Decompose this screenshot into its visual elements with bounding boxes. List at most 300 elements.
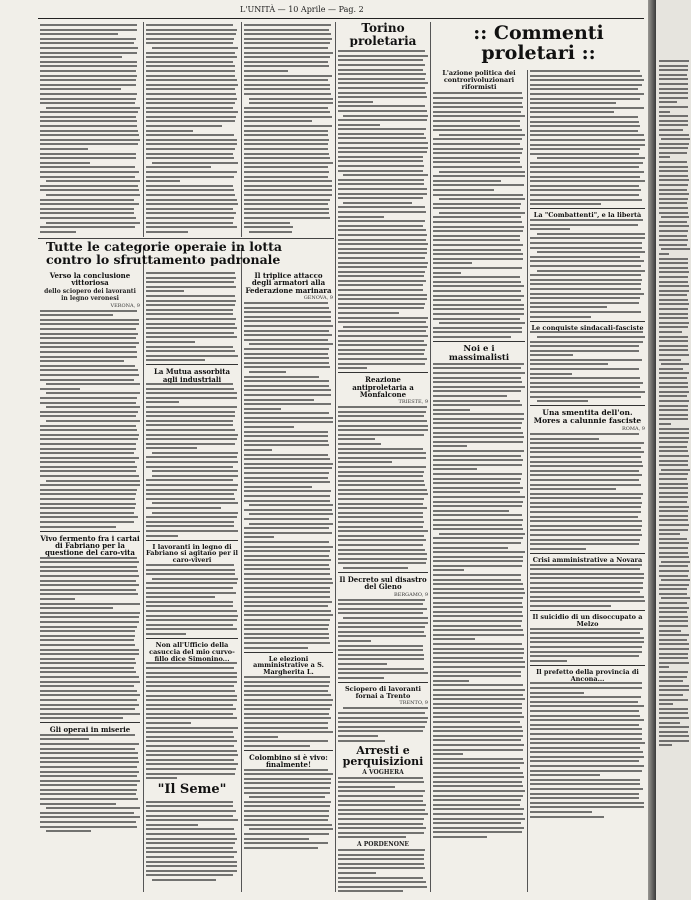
text-line [244,472,329,474]
text-line [146,773,235,775]
text-line [433,308,524,310]
text-line [152,470,238,472]
text-line [433,652,524,654]
text-line [146,763,238,765]
dateline-trento: TRENTO, 9 [399,700,428,707]
column-rule [143,248,144,892]
text-line [530,582,643,584]
text-line [659,271,689,273]
text-line [659,349,688,351]
text-line [146,130,193,132]
text-line [433,262,472,264]
text-line [146,865,237,867]
text-line [530,75,642,77]
text-line [244,842,328,844]
text-line [338,353,424,355]
text-line [249,102,333,104]
text-line [530,242,642,244]
text-line [530,591,640,593]
text-line [146,592,236,594]
text-line [338,124,380,126]
text-line [40,42,134,44]
text-line [244,194,332,196]
text-line [244,389,331,391]
text-line [433,795,523,797]
text-line [244,546,333,548]
text-line [433,537,523,539]
text-line [249,796,324,798]
text-line [146,38,234,40]
article-body [433,92,525,337]
text-line [433,115,525,117]
text-line [433,207,520,209]
text-line [433,661,525,663]
text-line [244,568,330,570]
text-line [659,671,688,673]
text-line [659,221,687,223]
text-line [244,325,333,327]
text-line [244,148,328,150]
text-line [433,767,520,769]
text-line [146,525,234,527]
text-line [338,786,395,788]
text-line [244,787,330,789]
text-line [659,506,689,508]
divider [530,665,645,666]
text-line [530,247,642,249]
text-line [40,116,136,118]
text-line [338,234,427,236]
text-line [659,630,681,632]
text-line [338,257,425,259]
text-line [659,653,688,655]
text-line [338,438,375,440]
text-line [338,197,423,199]
text-line [433,615,523,617]
text-line [244,307,329,309]
text-line [338,429,428,431]
text-line [146,111,238,113]
text-line [433,441,523,443]
text-line [530,806,644,808]
text-line [40,212,134,214]
text-line [146,713,233,715]
text-line [659,538,687,540]
text-line [146,226,237,228]
divider [338,572,428,573]
text-line [433,666,525,668]
text-line [659,372,689,374]
text-line [244,29,329,31]
text-line [338,110,427,112]
text-line [338,266,427,268]
text-line [244,65,329,67]
text-line [146,731,233,733]
text-line [146,667,234,669]
text-line [244,134,328,136]
text-line [244,353,328,355]
text-line [530,802,644,804]
text-line [146,662,237,664]
text-line [40,457,139,459]
text-line [146,355,238,357]
text-line [152,879,217,881]
divider [530,321,645,322]
text-line [338,777,423,779]
text-line [530,456,641,458]
text-line [659,97,688,99]
text-line [338,890,403,892]
text-line [40,70,136,72]
text-line [40,333,138,335]
text-line [338,677,384,679]
text-line [433,272,461,274]
text-line [659,510,688,512]
text-line [530,302,639,304]
article-headline-massimalisti: Noi e i massimalisti [448,344,510,363]
text-line [659,317,688,319]
text-line [338,489,427,491]
text-line [433,400,520,402]
text-line [244,61,328,63]
text-line [659,106,688,108]
text-line [40,612,140,614]
text-line [40,434,139,436]
text-line [659,88,688,90]
text-line [338,549,425,551]
text-line [338,411,426,413]
headline-torino: Torino proletaria [349,22,417,48]
text-line [40,411,138,413]
text-line [244,334,332,336]
text-line [146,346,233,348]
text-line [439,134,525,136]
text-line [530,719,644,721]
text-line [40,33,118,35]
text-line [244,550,330,552]
text-line [530,283,641,285]
text-line [530,171,644,173]
text-line [537,251,645,253]
text-line [146,498,235,500]
text-line [433,455,521,457]
text-line [433,97,523,99]
text-line [530,199,642,201]
text-line [40,120,137,122]
text-line [433,716,524,718]
article-body [530,331,645,402]
text-line [40,793,136,795]
text-line [433,689,525,691]
text-line [146,79,237,81]
text-line [530,176,640,178]
text-line [659,634,689,636]
text-line [338,461,392,463]
text-line [659,524,689,526]
text-line [244,727,328,729]
text-line [146,148,235,150]
text-line [40,139,140,141]
dateline-trieste: TRIESTE, 9 [398,399,428,406]
text-line [433,528,523,530]
text-line [659,340,688,342]
text-line [659,515,688,517]
text-line [338,612,423,614]
text-line [530,84,642,86]
article-body [244,302,333,649]
text-line [244,681,330,683]
text-line [659,414,688,416]
text-line [244,490,331,492]
text-line [659,189,687,191]
text-line [40,635,135,637]
text-line [40,616,139,618]
text-line [338,179,424,181]
divider [530,553,645,554]
commenti-banner [433,24,644,68]
text-line [146,309,233,311]
text-line [146,281,234,283]
text-line [530,760,639,762]
main-headline-block [46,240,332,268]
text-line [433,680,469,682]
column-2-top [146,24,238,236]
text-line [433,290,521,292]
text-line [659,202,687,204]
text-line [433,611,522,613]
text-line [40,789,137,791]
text-line [433,648,524,650]
text-line [146,203,238,205]
text-line [244,180,332,182]
text-line [46,107,140,109]
text-line [338,307,424,309]
text-line [433,318,520,320]
text-line [146,388,234,390]
subhead-voghera: A VOGHERA [362,768,404,776]
text-line [40,704,139,706]
text-line [433,221,522,223]
text-line [244,628,328,630]
text-line [338,59,423,61]
text-line [530,433,639,435]
text-line [530,529,641,531]
text-line [40,570,138,572]
text-line [659,60,689,62]
article-body [40,734,140,832]
text-line [40,52,137,54]
text-line [338,321,426,323]
text-line [530,646,642,648]
text-line [338,832,424,834]
text-line [338,645,423,647]
text-line [244,605,328,607]
text-line [244,740,328,742]
text-line [433,161,520,163]
text-line [146,107,233,109]
text-line [338,206,425,208]
text-line [244,578,332,580]
text-line [661,579,690,581]
text-line [40,466,137,468]
article-body [530,628,645,662]
text-line [433,432,523,434]
text-line [40,717,123,719]
text-line [146,466,233,468]
text-line [659,744,672,746]
text-line [146,383,233,385]
text-line [530,660,567,662]
text-line [244,745,310,747]
text-line [338,849,425,851]
text-line [146,704,233,706]
text-line [338,721,427,723]
text-line [338,229,426,231]
text-line [244,38,332,40]
text-line [152,47,238,49]
text-line [244,633,329,635]
text-line [146,56,237,58]
text-line [530,274,641,276]
text-line [530,265,641,267]
text-line [244,824,332,826]
text-line [338,170,423,172]
text-line [244,130,328,132]
text-line [530,756,644,758]
text-line [244,778,331,780]
section-rule [38,238,334,239]
text-line [659,611,687,613]
text-line [40,798,138,800]
text-line [338,599,425,601]
text-line [659,542,689,544]
text-line [146,810,236,812]
text-line [244,412,329,414]
text-line [40,671,136,673]
text-line [530,628,643,630]
text-line [40,134,139,136]
text-line [433,772,523,774]
article-body [146,801,238,881]
text-line [530,506,641,508]
text-line [530,543,639,545]
text-line [433,643,522,645]
text-line [530,596,644,598]
text-line [433,818,525,820]
text-line [146,199,237,201]
text-line [530,770,642,772]
text-line [40,461,135,463]
text-line [659,382,688,384]
text-line [146,727,238,729]
text-line [433,235,520,237]
text-line [40,757,138,759]
text-line [244,815,329,817]
text-line [40,557,137,559]
text-line [433,92,522,94]
text-line [530,162,643,164]
text-line [338,823,423,825]
text-line [244,500,330,502]
text-line [146,84,238,86]
text-line [40,443,136,445]
text-line [530,751,643,753]
column-3 [244,272,333,892]
text-line [659,464,688,466]
text-line [40,425,136,427]
text-line [244,426,294,428]
text-line [433,625,521,627]
text-line [433,547,508,549]
text-line [433,327,522,329]
text-line [530,484,641,486]
text-line [244,596,330,598]
text-line [338,443,381,445]
text-line [146,29,237,31]
text-line [244,125,332,127]
text-line [146,318,236,320]
text-line [530,98,640,100]
text-line [40,521,134,523]
text-line [433,496,525,498]
text-line [152,578,238,580]
text-line [146,484,238,486]
text-line [338,243,428,245]
divider [530,610,645,611]
text-line [244,185,332,187]
text-line [146,185,233,187]
text-line [338,317,428,319]
text-line [530,516,638,518]
text-line [338,526,423,528]
text-line [40,821,136,823]
text-line [146,722,191,724]
text-line [433,295,524,297]
text-line [146,93,236,95]
text-line [659,450,688,452]
text-line [530,641,644,643]
text-line [338,96,427,98]
text-line [338,156,423,158]
article-headline-decreto: Il Decreto sul disastro del Gleno [339,575,427,591]
text-line [433,409,470,411]
text-line [530,148,640,150]
dateline-roma: ROMA, 9 [622,425,645,432]
text-line [659,740,689,742]
text-line [433,602,522,604]
text-line [659,565,688,567]
text-line [537,233,645,235]
text-line [146,102,235,104]
text-line [530,461,642,463]
column-2 [146,272,238,892]
text-line [659,143,689,145]
text-line [338,358,427,360]
text-line [659,345,688,347]
text-line [244,614,333,616]
text-line [244,685,329,687]
text-line [659,689,689,691]
text-line [40,157,136,159]
text-line [244,348,329,350]
text-line [659,607,689,609]
text-line [338,530,428,532]
text-line [146,489,237,491]
text-line [659,262,688,264]
text-line [244,52,333,54]
text-line [338,188,427,190]
text-line [659,400,689,402]
